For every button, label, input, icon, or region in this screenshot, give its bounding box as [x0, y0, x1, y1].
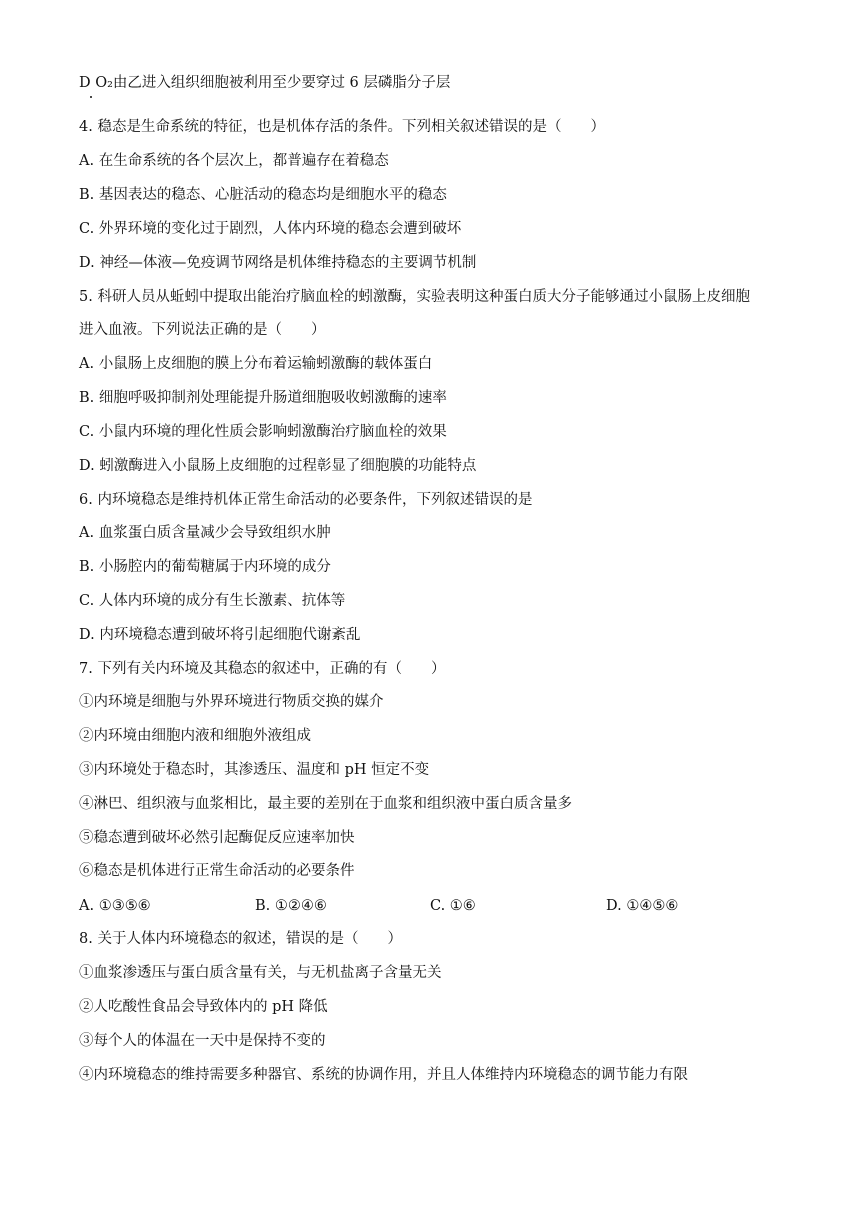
question-5-stem-line-1: 5. 科研人员从蚯蚓中提取出能治疗脑血栓的蚓激酶，实验表明这种蛋白质大分子能够通过小鼠肠上皮细胞 — [79, 289, 750, 305]
option-b-q5: B. 细胞呼吸抑制剂处理能提升肠道细胞吸收蚓激酶的速率 — [79, 390, 447, 406]
choice-d-q7: D. ①④⑤⑥ — [606, 898, 679, 914]
statement-4-q8: ④内环境稳态的维持需要多种器官、系统的协调作用，并且人体维持内环境稳态的调节能力有限 — [79, 1067, 688, 1083]
option-d-q6: D. 内环境稳态遭到破坏将引起细胞代谢紊乱 — [79, 627, 361, 643]
option-d-q4: D. 神经—体液—免疫调节网络是机体维持稳态的主要调节机制 — [79, 255, 477, 271]
option-a-q4: A. 在生命系统的各个层次上，都普遍存在着稳态 — [79, 153, 389, 169]
question-4-stem: 4. 稳态是生命系统的特征，也是机体存活的条件。下列相关叙述错误的是（ ） — [79, 119, 605, 135]
option-c-q6: C. 人体内环境的成分有生长激素、抗体等 — [79, 593, 346, 609]
choice-a-q7: A. ①③⑤⑥ — [79, 898, 151, 914]
option-a-q5: A. 小鼠肠上皮细胞的膜上分布着运输蚓激酶的载体蛋白 — [79, 356, 433, 372]
option-a-q6: A. 血浆蛋白质含量减少会导致组织水肿 — [79, 525, 331, 541]
option-c-q4: C. 外界环境的变化过于剧烈，人体内环境的稳态会遭到破坏 — [79, 221, 462, 237]
option-c-q5: C. 小鼠内环境的理化性质会影响蚓激酶治疗脑血栓的效果 — [79, 424, 447, 440]
question-7-stem: 7. 下列有关内环境及其稳态的叙述中，正确的有（ ） — [79, 661, 446, 677]
statement-2-q7: ②内环境由细胞内液和细胞外液组成 — [79, 728, 311, 744]
option-d-q3: D O₂由乙进入组织细胞被利用至少要穿过 6 层磷脂分子层 — [79, 75, 451, 91]
statement-6-q7: ⑥稳态是机体进行正常生命活动的必要条件 — [79, 863, 355, 879]
option-b-q4: B. 基因表达的稳态、心脏活动的稳态均是细胞水平的稳态 — [79, 187, 447, 203]
statement-5-q7: ⑤稳态遭到破坏必然引起酶促反应速率加快 — [79, 830, 355, 846]
statement-2-q8: ②人吃酸性食品会导致体内的 pH 降低 — [79, 999, 328, 1015]
choice-b-q7: B. ①②④⑥ — [255, 898, 327, 914]
question-5-stem-line-2: 进入血液。下列说法正确的是（ ） — [79, 322, 326, 338]
option-d-q5: D. 蚓激酶进入小鼠肠上皮细胞的过程彰显了细胞膜的功能特点 — [79, 458, 477, 474]
question-6-stem: 6. 内环境稳态是维持机体正常生命活动的必要条件，下列叙述错误的是 — [79, 492, 533, 508]
choice-c-q7: C. ①⑥ — [430, 898, 476, 914]
emphasis-dot — [90, 96, 92, 98]
statement-1-q8: ①血浆渗透压与蛋白质含量有关，与无机盐离子含量无关 — [79, 965, 442, 981]
statement-3-q7: ③内环境处于稳态时，其渗透压、温度和 pH 恒定不变 — [79, 762, 430, 778]
statement-3-q8: ③每个人的体温在一天中是保持不变的 — [79, 1033, 326, 1049]
option-b-q6: B. 小肠腔内的葡萄糖属于内环境的成分 — [79, 559, 331, 575]
statement-1-q7: ①内环境是细胞与外界环境进行物质交换的媒介 — [79, 694, 384, 710]
statement-4-q7: ④淋巴、组织液与血浆相比，最主要的差别在于血浆和组织液中蛋白质含量多 — [79, 796, 572, 812]
question-8-stem: 8. 关于人体内环境稳态的叙述，错误的是（ ） — [79, 931, 402, 947]
